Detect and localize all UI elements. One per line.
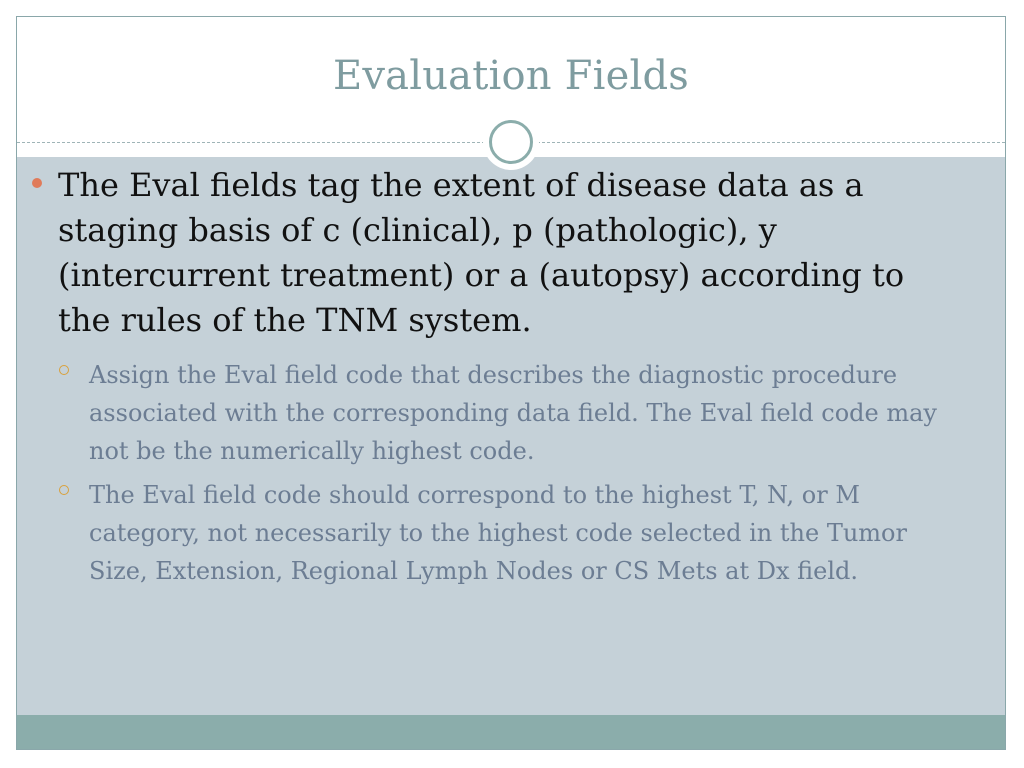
bullet-dot-icon — [32, 178, 42, 188]
main-bullet-text: The Eval fields tag the extent of disease data as a staging basis of c (clinical), p (pathologic), y (intercurrent treatment) or a (autopsy) according to the rules of the TNM system. — [58, 166, 905, 339]
divider-ring-inner — [489, 120, 533, 164]
hollow-circle-bullet-icon — [59, 485, 69, 495]
sub-bullet-item — [59, 476, 949, 590]
sub-bullet-item — [59, 356, 949, 470]
divider-ring-icon — [483, 114, 539, 170]
footer-band — [17, 715, 1005, 749]
main-bullet — [32, 163, 952, 343]
hollow-circle-bullet-icon — [59, 365, 69, 375]
sub-bullet-list — [59, 356, 949, 596]
sub-bullet-text: Assign the Eval field code that describes the diagnostic procedure associated with the corresponding data field. The Eval field code may not be the numerically highest code. — [89, 361, 937, 465]
slide-title: Evaluation Fields — [332, 53, 690, 99]
sub-bullet-text: The Eval field code should correspond to the highest T, N, or M category, not necessarily to the highest code selected in the Tumor Size, Extension, Regional Lymph Nodes or CS Mets at Dx field. — [89, 481, 907, 585]
